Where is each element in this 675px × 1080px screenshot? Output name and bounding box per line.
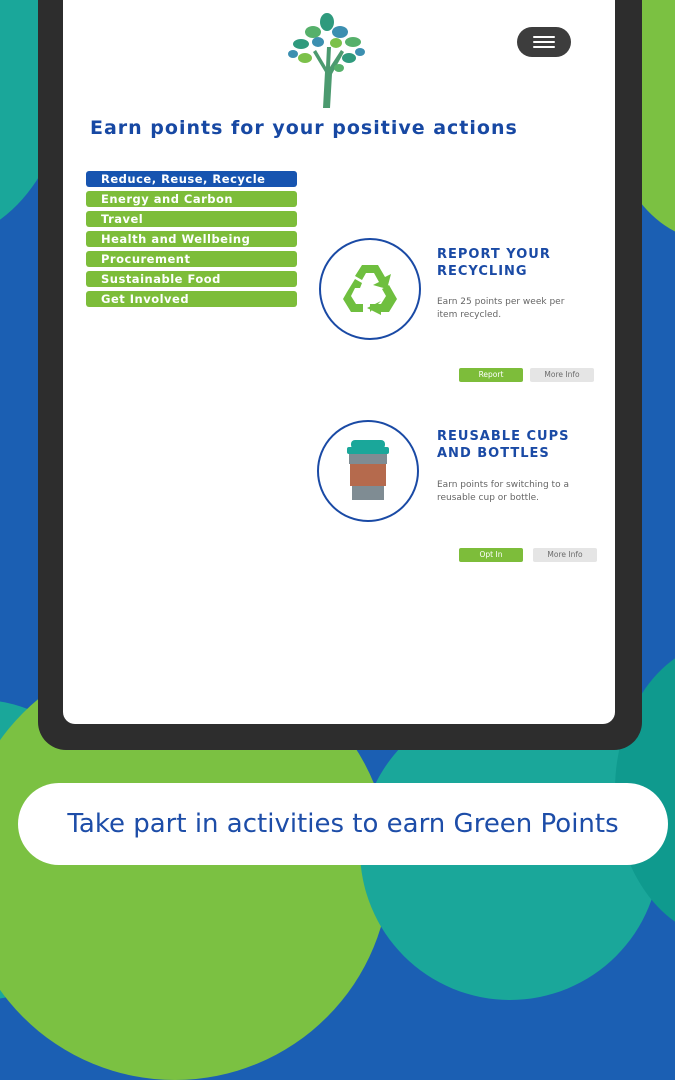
activity-title: REUSABLE CUPS AND BOTTLES [437, 429, 570, 461]
tree-icon [283, 12, 369, 108]
category-item-procurement[interactable]: Procurement [86, 251, 297, 267]
coffee-cup-icon [342, 439, 394, 503]
category-item-reduce-reuse-recycle[interactable]: Reduce, Reuse, Recycle [86, 171, 297, 187]
category-item-travel[interactable]: Travel [86, 211, 297, 227]
more-info-button[interactable]: More Info [530, 368, 594, 382]
recycle-icon [341, 262, 399, 316]
category-item-get-involved[interactable]: Get Involved [86, 291, 297, 307]
category-list [86, 171, 297, 311]
promo-banner: Take part in activities to earn Green Points [18, 783, 668, 865]
category-item-energy-and-carbon[interactable]: Energy and Carbon [86, 191, 297, 207]
hamburger-menu-icon[interactable] [517, 27, 571, 57]
page-title: Earn points for your positive actions [90, 117, 518, 139]
opt-in-button[interactable]: Opt In [459, 548, 523, 562]
report-button[interactable]: Report [459, 368, 523, 382]
activity-description: Earn points for switching to a reusable cup or bottle. [437, 480, 569, 503]
app-screen [63, 0, 615, 724]
more-info-button[interactable]: More Info [533, 548, 597, 562]
activity-description: Earn 25 points per week per item recycled. [437, 297, 565, 320]
category-item-health-and-wellbeing[interactable]: Health and Wellbeing [86, 231, 297, 247]
recycle-icon-circle [319, 238, 421, 340]
coffee-cup-icon-circle [317, 420, 419, 522]
category-item-sustainable-food[interactable]: Sustainable Food [86, 271, 297, 287]
activity-title: REPORT YOUR RECYCLING [437, 247, 551, 279]
